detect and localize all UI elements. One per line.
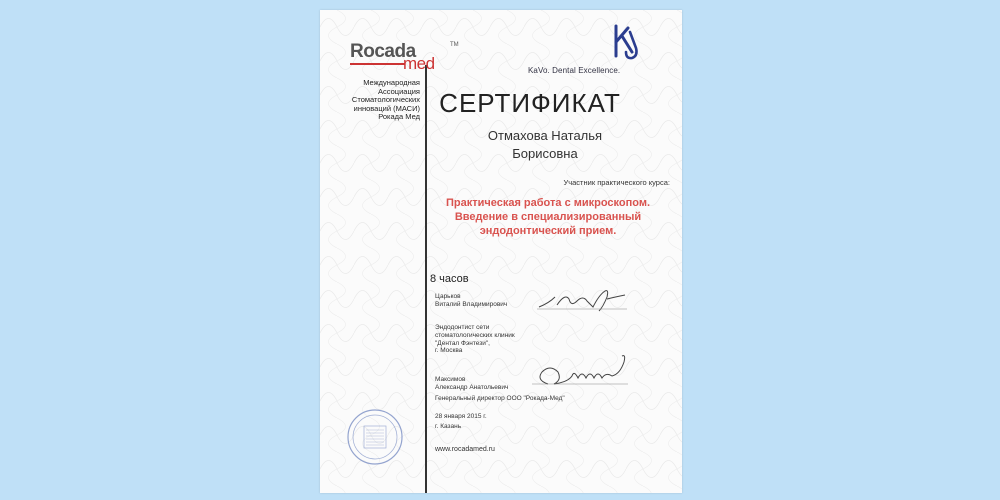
signer1-position-line: "Дентал Фэнтези",	[435, 339, 490, 347]
official-stamp	[346, 408, 404, 466]
signer1-position-line: г. Москва	[435, 347, 463, 355]
vertical-divider	[425, 65, 427, 493]
signer1-position-line: Эндодонтист сети	[435, 324, 490, 331]
signer1-line: Царьков	[435, 293, 461, 300]
signer1-position-line: стоматологических клиник	[435, 331, 515, 339]
logo-text-rocada: Rocada	[350, 41, 416, 62]
logo-text-med: med	[403, 54, 435, 73]
recipient-line: Отмахова Наталья	[487, 128, 603, 143]
course-line: Введение в специализированный	[454, 211, 642, 223]
course-hours: 8 часов	[430, 273, 469, 285]
association-line: Стоматологических	[351, 95, 420, 105]
website-link[interactable]: www.rocadamed.ru	[435, 446, 495, 453]
signer1-position	[435, 324, 515, 355]
signer2-line: Александр Анатольевич	[435, 383, 509, 391]
kavo-tagline: KaVo. Dental Excellence.	[528, 66, 621, 75]
logo-red-bar	[350, 63, 405, 65]
rocadamed-logo	[350, 41, 459, 77]
signer1-line: Виталий Владимирович	[435, 300, 508, 308]
issue-date: 28 января 2015 г.	[435, 413, 487, 420]
course-title	[428, 196, 668, 238]
issue-city: г. Казань	[435, 423, 462, 430]
signature-1	[535, 285, 630, 315]
recipient-name	[440, 127, 650, 163]
signer1-name	[435, 293, 507, 309]
signature-2	[528, 350, 633, 395]
certificate-title: СЕРТИФИКАТ	[439, 88, 621, 118]
participant-label: Участник практического курса:	[563, 178, 670, 187]
logo-tm: TM	[450, 42, 459, 48]
association-line: Ассоциация	[378, 86, 420, 96]
association-name	[322, 79, 420, 122]
course-line: Практическая работа с микроскопом.	[445, 197, 651, 209]
course-line: эндодонтический прием.	[479, 225, 617, 237]
kavo-logo-icon	[612, 22, 642, 64]
signer2-position: Генеральный директор ООО "Рокада-Мед"	[435, 395, 565, 402]
certificate-paper	[320, 10, 682, 493]
recipient-line: Борисовна	[512, 146, 578, 161]
signer2-name	[435, 376, 508, 392]
association-line: Международная	[363, 78, 420, 87]
association-line: Рокада Мед	[378, 112, 420, 122]
association-line: инноваций (МАСИ)	[353, 103, 420, 113]
signer2-line: Максимов	[435, 376, 466, 383]
